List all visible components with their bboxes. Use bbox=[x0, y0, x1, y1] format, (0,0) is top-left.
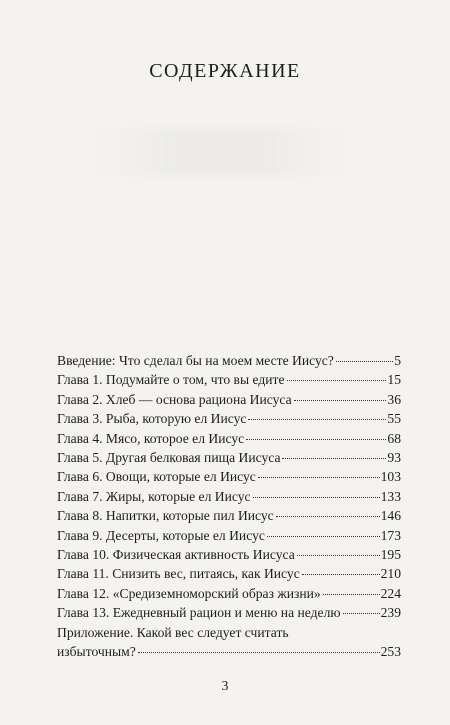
toc-page-number: 195 bbox=[380, 547, 401, 563]
dot-leader bbox=[294, 400, 387, 401]
toc-page-number: 253 bbox=[380, 644, 401, 660]
toc-page-number: 55 bbox=[387, 411, 401, 427]
toc-page-number: 146 bbox=[380, 508, 401, 524]
toc-page-number: 36 bbox=[387, 391, 401, 407]
toc-page-number: 224 bbox=[380, 585, 401, 601]
toc-entry bbox=[57, 487, 401, 506]
toc-entry bbox=[57, 506, 401, 525]
dot-leader bbox=[343, 613, 380, 614]
toc-page-number: 173 bbox=[380, 527, 401, 543]
toc-entry bbox=[57, 467, 401, 486]
toc-entry bbox=[57, 409, 401, 428]
toc-entry bbox=[57, 390, 401, 409]
dot-leader bbox=[287, 380, 387, 381]
toc-entry bbox=[57, 429, 401, 448]
dot-leader bbox=[258, 477, 380, 478]
toc-entry bbox=[57, 526, 401, 545]
dot-leader bbox=[336, 361, 393, 362]
toc-entry bbox=[57, 370, 401, 389]
toc-page-number: 103 bbox=[380, 469, 401, 485]
toc-page-number: 15 bbox=[387, 372, 401, 388]
dot-leader bbox=[297, 555, 380, 556]
show-through-text bbox=[95, 128, 345, 176]
toc-page-number: 210 bbox=[380, 566, 401, 582]
table-of-contents bbox=[57, 351, 401, 662]
dot-leader bbox=[276, 516, 380, 517]
toc-entry-label: Глава 13. Ежедневный рацион и меню на неделю bbox=[57, 605, 341, 621]
toc-page-number: 93 bbox=[387, 450, 401, 466]
toc-entry-label: Глава 2. Хлеб — основа рациона Иисуса bbox=[57, 391, 292, 407]
toc-entry bbox=[57, 603, 401, 622]
dot-leader bbox=[138, 652, 380, 653]
toc-appendix-line1: Приложение. Какой вес следует считать bbox=[57, 624, 289, 640]
toc-entries bbox=[57, 351, 401, 623]
toc-page-number: 5 bbox=[394, 353, 401, 368]
toc-entry bbox=[57, 545, 401, 564]
toc-entry-label: Глава 5. Другая белковая пища Иисуса bbox=[57, 450, 281, 466]
toc-entry-label: Глава 11. Снизить вес, питаясь, как Иисус bbox=[57, 566, 300, 582]
toc-entry bbox=[57, 351, 401, 370]
toc-entry-label: Глава 10. Физическая активность Иисуса bbox=[57, 547, 295, 563]
toc-entry-label: Глава 4. Мясо, которое ел Иисус bbox=[57, 430, 245, 446]
dot-leader bbox=[282, 458, 386, 459]
toc-entry-label: Глава 7. Жиры, которые ел Иисус bbox=[57, 488, 251, 504]
dot-leader bbox=[302, 574, 380, 575]
toc-entry-label: Введение: Что сделал бы на моем месте Иисус? bbox=[57, 353, 334, 368]
dot-leader bbox=[248, 419, 386, 420]
dot-leader bbox=[267, 536, 380, 537]
toc-page-number: 68 bbox=[387, 430, 401, 446]
page-number: 3 bbox=[221, 678, 229, 693]
toc-entry-label: Глава 1. Подумайте о том, что вы едите bbox=[57, 372, 285, 388]
toc-entry-label: Глава 9. Десерты, которые ел Иисус bbox=[57, 527, 265, 543]
toc-entry bbox=[57, 564, 401, 583]
toc-entry-label: Глава 6. Овощи, которые ел Иисус bbox=[57, 469, 256, 485]
toc-entry bbox=[57, 448, 401, 467]
toc-appendix-line2 bbox=[57, 642, 401, 661]
toc-entry-label: Глава 12. «Средиземноморский образ жизни» bbox=[57, 585, 321, 601]
toc-entry bbox=[57, 584, 401, 603]
dot-leader bbox=[323, 594, 380, 595]
toc-entry-label: Глава 3. Рыба, которую ел Иисус bbox=[57, 411, 247, 427]
toc-page-number: 239 bbox=[380, 605, 401, 621]
dot-leader bbox=[246, 439, 386, 440]
toc-entry-appendix bbox=[57, 623, 401, 662]
toc-entry-label: избыточным? bbox=[57, 644, 136, 660]
toc-page-number: 133 bbox=[380, 488, 401, 504]
page-title: СОДЕРЖАНИЕ bbox=[149, 60, 301, 82]
dot-leader bbox=[253, 497, 380, 498]
toc-entry-label: Глава 8. Напитки, которые пил Иисус bbox=[57, 508, 274, 524]
